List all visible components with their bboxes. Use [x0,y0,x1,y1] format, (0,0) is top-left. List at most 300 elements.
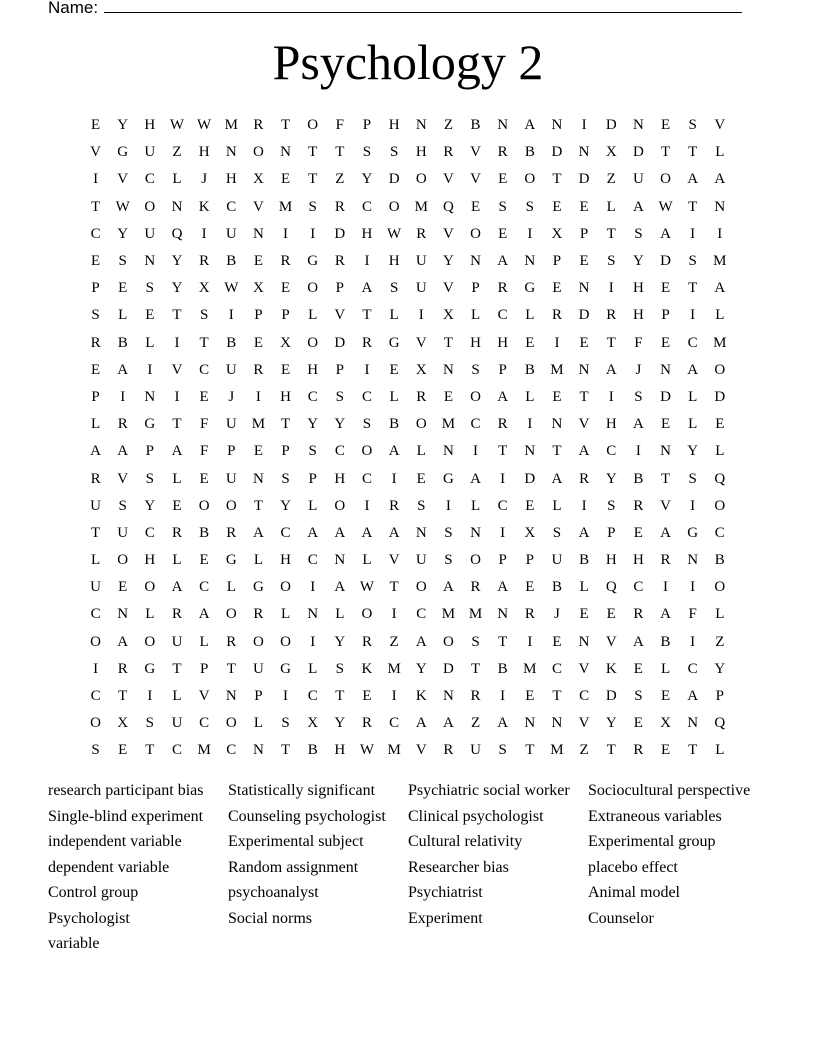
grid-letter[interactable]: A [442,579,454,596]
grid-letter[interactable]: Z [470,715,481,732]
grid-letter[interactable]: R [171,524,182,541]
grid-letter[interactable]: C [144,524,155,541]
grid-letter[interactable]: Q [714,470,726,487]
grid-letter[interactable]: L [715,307,725,324]
grid-letter[interactable]: M [523,660,537,677]
grid-letter[interactable]: A [117,633,129,650]
grid-letter[interactable]: L [606,198,616,215]
grid-letter[interactable]: V [117,171,129,188]
grid-letter[interactable]: T [172,307,182,324]
grid-letter[interactable]: T [172,416,182,433]
grid-letter[interactable]: A [361,524,373,541]
grid-letter[interactable]: R [90,334,101,351]
grid-letter[interactable]: T [172,660,182,677]
grid-letter[interactable]: T [688,742,698,759]
grid-letter[interactable]: U [415,253,427,270]
grid-letter[interactable]: O [660,171,671,188]
grid-letter[interactable]: P [661,307,670,324]
grid-letter[interactable]: T [470,660,481,677]
grid-letter[interactable]: N [524,443,536,460]
grid-letter[interactable]: I [93,171,99,188]
grid-letter[interactable]: H [632,552,644,569]
grid-letter[interactable]: A [632,633,644,650]
grid-letter[interactable]: L [552,497,562,514]
grid-letter[interactable]: N [524,253,536,270]
grid-letter[interactable]: P [281,443,290,460]
grid-letter[interactable]: G [144,660,156,677]
grid-letter[interactable]: R [171,606,182,623]
grid-letter[interactable]: C [361,388,372,405]
grid-letter[interactable]: M [197,742,211,759]
grid-letter[interactable]: T [660,470,671,487]
grid-letter[interactable]: V [442,171,454,188]
grid-letter[interactable]: M [387,742,401,759]
grid-letter[interactable]: L [389,307,399,324]
grid-letter[interactable]: N [415,117,427,134]
grid-letter[interactable]: W [658,198,673,215]
grid-letter[interactable]: X [117,715,129,732]
grid-letter[interactable]: C [416,606,427,623]
grid-letter[interactable]: V [442,280,454,297]
grid-letter[interactable]: S [417,497,426,514]
grid-letter[interactable]: S [444,524,453,541]
grid-letter[interactable]: I [255,388,261,405]
grid-letter[interactable]: L [416,443,426,460]
grid-letter[interactable]: T [688,198,698,215]
grid-letter[interactable]: S [688,470,697,487]
grid-letter[interactable]: Z [715,633,725,650]
grid-letter[interactable]: Y [361,171,373,188]
grid-letter[interactable]: A [470,470,481,487]
grid-letter[interactable]: B [497,660,508,677]
grid-letter[interactable]: M [550,361,564,378]
grid-letter[interactable]: G [280,660,291,677]
grid-letter[interactable]: B [551,579,562,596]
grid-letter[interactable]: B [117,334,128,351]
grid-letter[interactable]: O [280,633,291,650]
grid-letter[interactable]: Y [334,715,346,732]
grid-letter[interactable]: U [90,497,101,514]
grid-letter[interactable]: A [578,443,590,460]
grid-letter[interactable]: U [117,524,129,541]
grid-letter[interactable]: B [660,633,671,650]
grid-letter[interactable]: Y [714,660,726,677]
grid-letter[interactable]: C [226,742,237,759]
grid-letter[interactable]: H [225,171,237,188]
grid-letter[interactable]: V [415,334,427,351]
grid-letter[interactable]: A [117,443,129,460]
grid-letter[interactable]: N [524,715,536,732]
grid-letter[interactable]: I [228,307,234,324]
grid-letter[interactable]: C [470,416,481,433]
grid-letter[interactable]: E [253,443,263,460]
grid-letter[interactable]: E [525,334,535,351]
grid-letter[interactable]: C [307,388,318,405]
grid-letter[interactable]: P [254,688,263,705]
grid-letter[interactable]: H [198,144,210,161]
grid-letter[interactable]: S [444,552,453,569]
grid-letter[interactable]: T [688,280,698,297]
grid-letter[interactable]: Y [144,497,156,514]
grid-letter[interactable]: C [199,361,210,378]
grid-letter[interactable]: T [579,388,589,405]
grid-letter[interactable]: P [227,443,236,460]
grid-letter[interactable]: L [715,606,725,623]
grid-letter[interactable]: A [415,633,427,650]
grid-letter[interactable]: V [578,416,590,433]
grid-letter[interactable]: E [525,688,535,705]
grid-letter[interactable]: A [171,443,183,460]
grid-letter[interactable]: S [607,253,616,270]
grid-letter[interactable]: J [554,606,560,623]
grid-letter[interactable]: S [118,497,127,514]
grid-letter[interactable]: A [578,524,590,541]
grid-letter[interactable]: V [415,742,427,759]
grid-letter[interactable]: T [606,742,616,759]
grid-letter[interactable]: Y [307,416,319,433]
grid-letter[interactable]: E [579,253,589,270]
grid-letter[interactable]: P [335,361,344,378]
grid-letter[interactable]: T [280,117,291,134]
grid-letter[interactable]: O [225,497,237,514]
grid-letter[interactable]: M [468,606,483,623]
grid-letter[interactable]: E [525,579,535,596]
grid-letter[interactable]: U [144,144,156,161]
grid-letter[interactable]: S [199,307,209,324]
grid-letter[interactable]: S [118,253,127,270]
grid-letter[interactable]: Z [443,117,453,134]
grid-letter[interactable]: E [498,225,508,242]
grid-letter[interactable]: I [581,117,587,134]
grid-letter[interactable]: S [688,117,697,134]
grid-letter[interactable]: T [389,579,399,596]
grid-letter[interactable]: M [713,253,727,270]
grid-letter[interactable]: I [690,225,696,242]
grid-letter[interactable]: T [308,144,318,161]
grid-letter[interactable]: R [606,307,617,324]
grid-letter[interactable]: M [441,416,456,433]
grid-letter[interactable]: C [361,198,372,215]
grid-letter[interactable]: Q [605,579,617,596]
grid-letter[interactable]: H [415,144,427,161]
grid-letter[interactable]: I [364,253,370,270]
grid-letter[interactable]: H [470,334,481,351]
grid-letter[interactable]: L [470,497,481,514]
grid-letter[interactable]: U [171,633,183,650]
grid-letter[interactable]: C [90,225,101,242]
grid-letter[interactable]: H [605,416,617,433]
grid-letter[interactable]: D [551,144,563,161]
grid-letter[interactable]: I [690,307,696,324]
grid-letter[interactable]: A [307,524,319,541]
grid-letter[interactable]: T [280,742,291,759]
grid-letter[interactable]: R [117,416,128,433]
grid-letter[interactable]: T [308,171,318,188]
grid-letter[interactable]: C [171,742,182,759]
grid-letter[interactable]: E [660,742,671,759]
grid-letter[interactable]: Y [117,225,129,242]
grid-letter[interactable]: I [690,579,696,596]
grid-letter[interactable]: Y [605,715,617,732]
grid-letter[interactable]: N [225,688,237,705]
grid-letter[interactable]: E [715,416,725,433]
grid-letter[interactable]: R [443,742,454,759]
grid-letter[interactable]: N [551,117,563,134]
grid-letter[interactable]: H [334,470,346,487]
grid-letter[interactable]: A [442,715,454,732]
grid-letter[interactable]: H [307,361,319,378]
grid-letter[interactable]: R [497,144,508,161]
grid-letter[interactable]: C [90,688,101,705]
grid-letter[interactable]: T [118,688,128,705]
grid-letter[interactable]: R [497,416,508,433]
grid-letter[interactable]: C [633,579,644,596]
grid-letter[interactable]: I [527,225,533,242]
grid-letter[interactable]: M [550,742,564,759]
grid-letter[interactable]: X [551,225,563,242]
grid-letter[interactable]: C [606,443,617,460]
grid-letter[interactable]: V [117,470,129,487]
grid-letter[interactable]: B [470,117,481,134]
grid-letter[interactable]: A [117,361,129,378]
grid-letter[interactable]: S [634,388,643,405]
grid-letter[interactable]: P [471,280,480,297]
grid-letter[interactable]: Y [171,253,183,270]
grid-letter[interactable]: O [252,144,264,161]
grid-letter[interactable]: I [364,361,370,378]
grid-letter[interactable]: G [307,253,319,270]
grid-letter[interactable]: G [524,280,536,297]
grid-letter[interactable]: E [172,497,182,514]
grid-letter[interactable]: H [605,552,617,569]
grid-letter[interactable]: P [525,552,534,569]
grid-letter[interactable]: L [308,497,318,514]
grid-letter[interactable]: S [634,688,643,705]
grid-letter[interactable]: Q [714,715,726,732]
grid-letter[interactable]: D [660,388,671,405]
grid-letter[interactable]: X [307,715,319,732]
grid-letter[interactable]: T [552,443,562,460]
grid-letter[interactable]: V [442,225,454,242]
grid-letter[interactable]: A [660,524,671,541]
grid-letter[interactable]: L [172,470,182,487]
grid-letter[interactable]: Y [687,443,699,460]
grid-letter[interactable]: L [688,416,698,433]
grid-letter[interactable]: R [253,117,264,134]
grid-letter[interactable]: G [442,470,454,487]
grid-letter[interactable]: I [201,225,207,242]
grid-letter[interactable]: H [280,552,291,569]
grid-letter[interactable]: T [688,144,698,161]
grid-letter[interactable]: L [145,606,155,623]
grid-letter[interactable]: E [498,171,508,188]
grid-letter[interactable]: I [418,307,424,324]
grid-letter[interactable]: Z [579,742,589,759]
grid-letter[interactable]: O [252,633,264,650]
grid-letter[interactable]: K [198,198,210,215]
grid-letter[interactable]: C [199,579,210,596]
grid-letter[interactable]: O [144,633,156,650]
grid-letter[interactable]: L [172,171,182,188]
grid-letter[interactable]: T [525,742,535,759]
grid-letter[interactable]: R [497,280,508,297]
grid-letter[interactable]: L [525,307,535,324]
grid-letter[interactable]: N [470,253,481,270]
grid-letter[interactable]: I [174,388,180,405]
grid-letter[interactable]: M [387,660,401,677]
grid-letter[interactable]: H [334,742,346,759]
grid-letter[interactable]: C [497,307,508,324]
grid-letter[interactable]: C [389,715,400,732]
grid-letter[interactable]: A [660,225,671,242]
grid-letter[interactable]: E [579,198,589,215]
grid-letter[interactable]: A [90,443,101,460]
grid-letter[interactable]: G [687,524,699,541]
grid-letter[interactable]: L [280,606,291,623]
grid-letter[interactable]: C [551,660,562,677]
grid-letter[interactable]: N [497,117,509,134]
grid-letter[interactable]: Y [632,253,644,270]
grid-letter[interactable]: O [90,715,101,732]
grid-letter[interactable]: R [361,633,372,650]
grid-letter[interactable]: I [581,497,587,514]
grid-letter[interactable]: I [283,688,289,705]
grid-letter[interactable]: C [361,470,372,487]
grid-letter[interactable]: B [633,470,644,487]
grid-letter[interactable]: B [226,253,237,270]
grid-letter[interactable]: R [443,144,454,161]
grid-letter[interactable]: M [713,334,727,351]
grid-letter[interactable]: T [498,633,508,650]
grid-letter[interactable]: I [310,579,316,596]
grid-letter[interactable]: S [281,470,290,487]
grid-letter[interactable]: R [389,497,400,514]
grid-letter[interactable]: I [635,443,641,460]
grid-letter[interactable]: C [144,171,155,188]
grid-letter[interactable]: L [525,388,535,405]
grid-letter[interactable]: X [660,715,671,732]
grid-letter[interactable]: T [335,688,345,705]
grid-letter[interactable]: E [552,198,562,215]
grid-letter[interactable]: T [226,660,236,677]
grid-letter[interactable]: O [714,497,726,514]
grid-letter[interactable]: A [524,117,536,134]
grid-letter[interactable]: U [225,225,237,242]
grid-letter[interactable]: N [551,715,563,732]
grid-letter[interactable]: M [224,117,238,134]
grid-letter[interactable]: R [226,524,237,541]
grid-letter[interactable]: L [715,742,725,759]
grid-letter[interactable]: N [252,225,264,242]
grid-letter[interactable]: O [144,198,156,215]
grid-letter[interactable]: A [605,361,617,378]
grid-letter[interactable]: U [415,552,427,569]
grid-letter[interactable]: S [145,280,155,297]
grid-letter[interactable]: B [524,144,535,161]
grid-letter[interactable]: T [335,144,345,161]
grid-letter[interactable]: O [470,552,481,569]
grid-letter[interactable]: X [280,334,291,351]
grid-letter[interactable]: G [225,552,237,569]
grid-letter[interactable]: L [688,388,698,405]
grid-letter[interactable]: Y [171,280,183,297]
grid-letter[interactable]: T [606,225,616,242]
grid-letter[interactable]: L [172,688,182,705]
grid-letter[interactable]: Y [605,470,617,487]
grid-letter[interactable]: S [308,443,317,460]
grid-letter[interactable]: N [660,443,671,460]
grid-letter[interactable]: E [253,253,263,270]
grid-letter[interactable]: R [117,660,128,677]
grid-letter[interactable]: O [90,633,101,650]
grid-letter[interactable]: N [334,552,346,569]
grid-letter[interactable]: I [310,633,316,650]
grid-letter[interactable]: L [90,416,101,433]
grid-letter[interactable]: L [308,307,318,324]
grid-letter[interactable]: Y [334,633,346,650]
grid-letter[interactable]: R [633,606,644,623]
grid-letter[interactable]: T [145,742,155,759]
grid-letter[interactable]: O [144,579,156,596]
grid-letter[interactable]: N [470,524,481,541]
grid-letter[interactable]: I [500,470,506,487]
grid-letter[interactable]: P [552,253,562,270]
grid-letter[interactable]: D [442,660,454,677]
grid-letter[interactable]: G [252,579,264,596]
grid-letter[interactable]: V [578,715,590,732]
grid-letter[interactable]: A [388,524,400,541]
grid-letter[interactable]: T [498,443,508,460]
grid-letter[interactable]: W [359,579,375,596]
grid-letter[interactable]: D [714,388,726,405]
grid-letter[interactable]: M [278,198,293,215]
grid-letter[interactable]: H [361,225,373,242]
grid-letter[interactable]: I [391,606,397,623]
grid-letter[interactable]: N [144,388,156,405]
grid-letter[interactable]: N [415,524,427,541]
grid-letter[interactable]: J [228,388,235,405]
grid-letter[interactable]: S [607,497,616,514]
grid-letter[interactable]: T [280,416,291,433]
grid-letter[interactable]: L [660,660,671,677]
grid-letter[interactable]: H [280,388,291,405]
grid-letter[interactable]: C [199,715,210,732]
grid-letter[interactable]: C [90,606,101,623]
grid-letter[interactable]: A [660,606,671,623]
grid-letter[interactable]: R [579,470,590,487]
grid-letter[interactable]: S [498,742,507,759]
grid-letter[interactable]: U [225,470,237,487]
grid-letter[interactable]: Y [415,660,427,677]
grid-letter[interactable]: A [714,171,726,188]
grid-letter[interactable]: B [226,334,237,351]
grid-letter[interactable]: I [500,688,506,705]
grid-letter[interactable]: I [473,443,479,460]
grid-letter[interactable]: I [93,660,99,677]
grid-letter[interactable]: N [578,361,590,378]
grid-letter[interactable]: C [334,443,345,460]
grid-letter[interactable]: T [660,144,671,161]
grid-letter[interactable]: V [90,144,101,161]
grid-letter[interactable]: V [578,660,590,677]
grid-letter[interactable]: X [524,524,536,541]
grid-letter[interactable]: E [280,171,291,188]
grid-letter[interactable]: F [634,334,643,351]
grid-letter[interactable]: R [334,253,345,270]
grid-letter[interactable]: C [714,524,725,541]
grid-letter[interactable]: S [281,715,290,732]
grid-letter[interactable]: E [633,524,643,541]
